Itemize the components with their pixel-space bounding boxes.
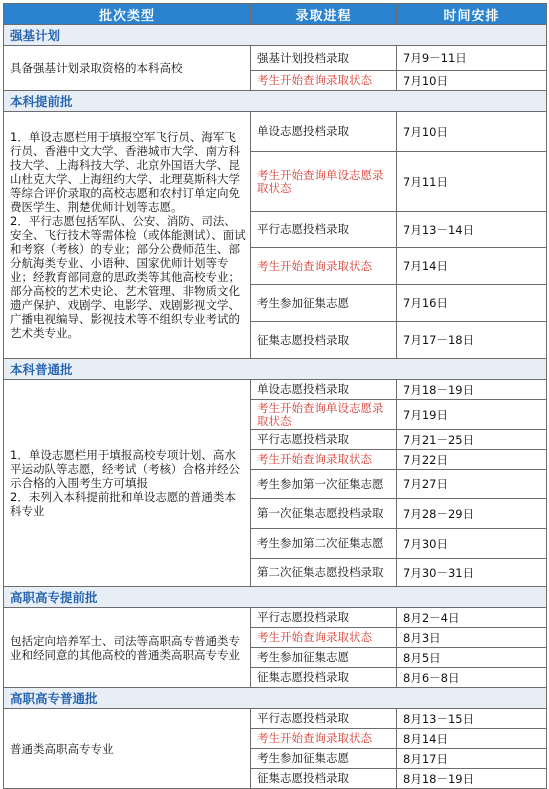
section-row (4, 91, 547, 112)
process-cell: 征集志愿投档录取 (251, 322, 397, 359)
batch-description (4, 46, 251, 91)
process-cell: 考生参加征集志愿 (251, 648, 397, 668)
process-cell: 平行志愿投档录取 (251, 608, 397, 628)
process-cell: 考生开始查询录取状态 (251, 628, 397, 648)
process-cell: 考生参加第二次征集志愿 (251, 529, 397, 559)
process-cell: 考生开始查询单设志愿录取状态 (251, 400, 397, 430)
process-cell: 考生开始查询录取状态 (251, 248, 397, 285)
date-cell: 7月21－25日 (397, 430, 547, 450)
section-title: 强基计划 (4, 25, 547, 46)
table-row (4, 709, 547, 729)
section-row (4, 359, 547, 380)
date-cell: 8月17日 (397, 749, 547, 769)
date-cell: 7月30日 (397, 529, 547, 559)
process-cell: 平行志愿投档录取 (251, 212, 397, 248)
process-cell: 考生参加征集志愿 (251, 749, 397, 769)
batch-description-line: 2．平行志愿包括军队、公安、消防、司法、安全、飞行技术等需体检（或体能测试）、面试和考察（考核）的专业；部分公费师范生、部分航海类专业、小语种、国家优师计划等专业；经教育部同意的思政类等其他高校专业；部分高校的艺术史论、艺术管理、非物质文化遗产保护、戏剧学、电影学、戏剧影视文学、广播电视编导、影视技术等不组织专业考试的艺术类专业。 (10, 214, 246, 340)
date-cell: 7月18－19日 (397, 380, 547, 400)
section-title: 高职高专普通批 (4, 688, 547, 709)
table-header-row (4, 4, 547, 25)
batch-description-line: 1．单设志愿栏用于填报高校专项计划、高水平运动队等志愿，经考试（考核）合格并经公示合格的入围考生方可填报 (10, 448, 240, 490)
date-cell: 7月10日 (397, 112, 547, 152)
date-cell: 7月14日 (397, 248, 547, 285)
process-cell: 考生开始查询单设志愿录取状态 (251, 152, 397, 212)
section-title: 高职高专提前批 (4, 587, 547, 608)
section-title: 本科普通批 (4, 359, 547, 380)
section-row (4, 25, 547, 46)
process-cell: 第一次征集志愿投档录取 (251, 499, 397, 529)
process-cell: 单设志愿投档录取 (251, 380, 397, 400)
process-cell: 单设志愿投档录取 (251, 112, 397, 152)
batch-description (4, 380, 251, 587)
header-batch-type: 批次类型 (4, 4, 251, 25)
date-cell: 8月5日 (397, 648, 547, 668)
date-cell: 8月13－15日 (397, 709, 547, 729)
batch-description-line: 1．单设志愿栏用于填报空军飞行员、海军飞行员、香港中文大学、香港城市大学、南方科技大学、上海科技大学、北京外国语大学、昆山杜克大学、上海纽约大学、北理莫斯科大学等综合评价录取的高校志愿和农村订单定向免费医学生、荆楚优师计划等志愿。 (10, 130, 240, 214)
header-admission-process: 录取进程 (251, 4, 397, 25)
date-cell: 7月16日 (397, 285, 547, 322)
process-cell: 考生开始查询录取状态 (251, 71, 397, 91)
table-row (4, 380, 547, 400)
section-row (4, 587, 547, 608)
batch-description-line: 普通类高职高专专业 (10, 741, 114, 756)
process-cell: 强基计划投档录取 (251, 46, 397, 71)
process-cell: 考生开始查询录取状态 (251, 729, 397, 749)
date-cell: 7月22日 (397, 450, 547, 470)
section-row (4, 688, 547, 709)
date-cell: 7月17－18日 (397, 322, 547, 359)
date-cell: 7月9－11日 (397, 46, 547, 71)
table-row (4, 46, 547, 71)
process-cell: 征集志愿投档录取 (251, 769, 397, 789)
date-cell: 8月3日 (397, 628, 547, 648)
header-schedule: 时间安排 (397, 4, 547, 25)
process-cell: 第二次征集志愿投档录取 (251, 559, 397, 587)
table-body (4, 25, 547, 789)
date-cell: 7月30－31日 (397, 559, 547, 587)
table-row (4, 608, 547, 628)
batch-description-line: 包括定向培养军士、司法等高职高专普通类专业和经同意的其他高校的普通类高职高专专业 (10, 633, 240, 662)
date-cell: 8月2－4日 (397, 608, 547, 628)
admission-schedule-table (3, 3, 547, 789)
date-cell: 8月18－19日 (397, 769, 547, 789)
batch-description (4, 112, 251, 359)
date-cell: 7月28－29日 (397, 499, 547, 529)
batch-description-line: 具备强基计划录取资格的本科高校 (10, 61, 183, 75)
process-cell: 平行志愿投档录取 (251, 430, 397, 450)
date-cell: 7月11日 (397, 152, 547, 212)
process-cell: 考生参加征集志愿 (251, 285, 397, 322)
date-cell: 8月14日 (397, 729, 547, 749)
date-cell: 8月6－8日 (397, 668, 547, 688)
date-cell: 7月27日 (397, 470, 547, 499)
process-cell: 考生参加第一次征集志愿 (251, 470, 397, 499)
date-cell: 7月13－14日 (397, 212, 547, 248)
table-row (4, 112, 547, 152)
process-cell: 征集志愿投档录取 (251, 668, 397, 688)
process-cell: 考生开始查询录取状态 (251, 450, 397, 470)
batch-description (4, 608, 251, 688)
process-cell: 平行志愿投档录取 (251, 709, 397, 729)
section-title: 本科提前批 (4, 91, 547, 112)
batch-description-line: 2．未列入本科提前批和单设志愿的普通类本科专业 (10, 490, 236, 518)
date-cell: 7月10日 (397, 71, 547, 91)
date-cell: 7月19日 (397, 400, 547, 430)
batch-description (4, 709, 251, 789)
